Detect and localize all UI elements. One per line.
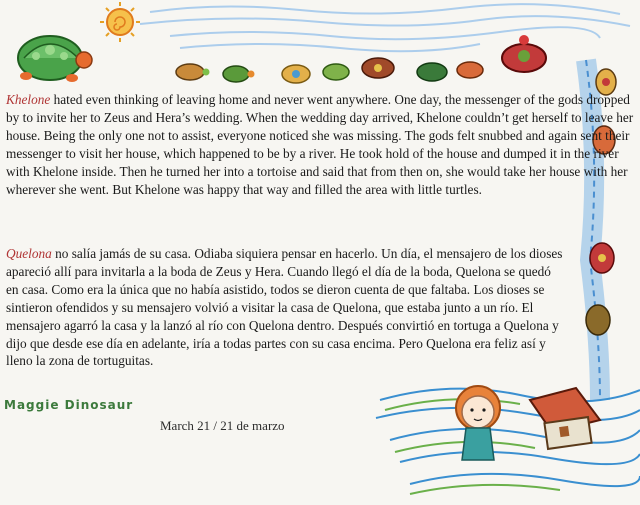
english-text: hated even thinking of leaving home and never went anywhere. One day, the messenger of the gods dropped by to invite her to Zeus and Hera’s wedding. When the wedding day arrived, Khelone couldn’t get herself to leave her house. Being the only one not to assist, everyone noticed she was missing. The gods felt snubbed and again sent their messenger to visit her house, which happened to be by a river. He took hold of the house and dumped it in the river with Khelone inside. Then he turned her into a tortoise and said that from then on, she would take her house with her wherever she went. But Khelone was happy that way and filled the area with little turtles. <box>6 92 634 197</box>
spanish-text: no salía jamás de su casa. Odiaba siquiera pensar en hacerlo. Un día, el mensajero de los dioses apareció allí para invitarla a la boda de Zeus y Hera. Cuando llegó el día de la boda, Quelona se quedó en casa. Como era la única que no había asistido, todos se dieron cuenta de que faltaba. Los dioses se sintieron ofendidos y su mensajero volvió a visitar la casa de Quelona, que estaba junto a un río. El mensajero agarró la casa y la lanzó al río con Quelona dentro. Después convirtió en tortuga a Quelona y dijo que desde ese día en adelante, iría a todas partes con su casa encima. Pero Quelona era feliz así y lleno la zona de tortuguitas. <box>6 246 563 369</box>
sun-icon <box>100 2 140 42</box>
english-paragraph <box>6 91 634 198</box>
spanish-paragraph <box>6 245 566 370</box>
english-name: Khelone <box>6 92 51 107</box>
turtle-icon <box>18 36 92 82</box>
spanish-name: Quelona <box>6 246 52 261</box>
girl-icon <box>456 386 500 460</box>
date-label: March 21 / 21 de marzo <box>160 418 285 433</box>
house-icon <box>530 388 600 449</box>
sky-scribbles <box>140 4 630 51</box>
turtle-row <box>176 35 546 83</box>
artist-signature: Maggie Dinosaur <box>4 398 134 412</box>
river-scene <box>376 386 640 494</box>
